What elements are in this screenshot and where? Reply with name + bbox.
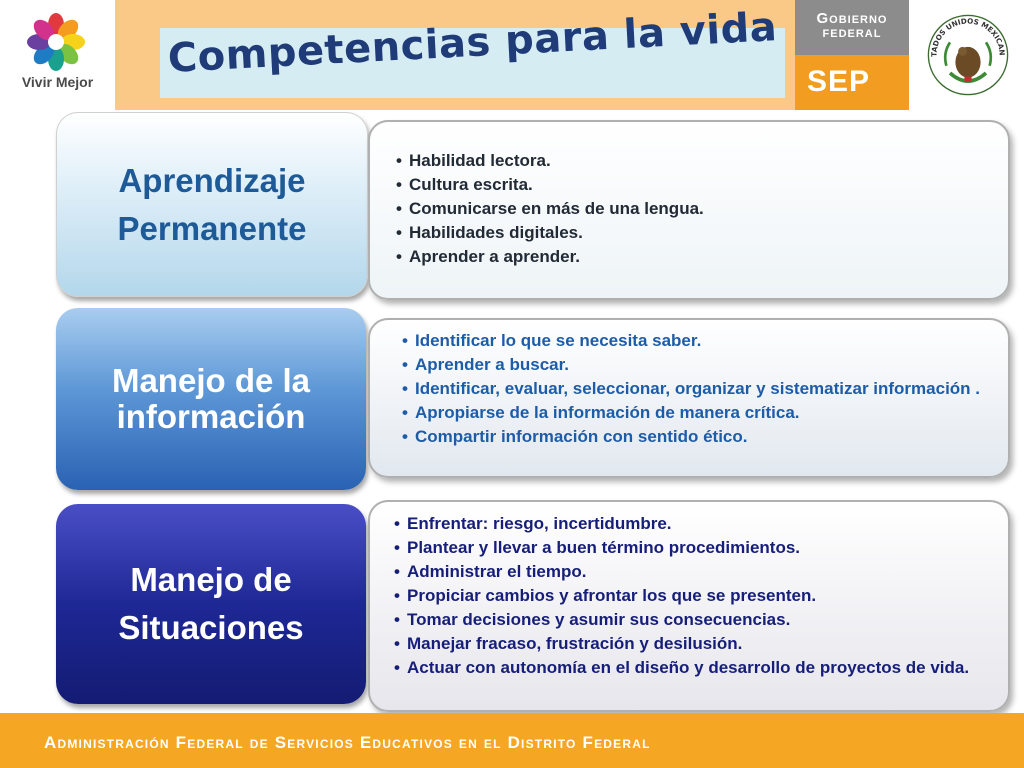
page-title: Competencias para la vida <box>166 4 779 82</box>
federal-label: FEDERAL <box>822 28 882 40</box>
label-line: Manejo de <box>130 561 292 598</box>
gobierno-federal-logo <box>795 0 909 55</box>
sep-label: SEP <box>807 65 871 98</box>
bullet-list <box>394 514 994 682</box>
flower-logo-icon <box>26 12 86 72</box>
coat-of-arms-icon <box>923 10 1013 100</box>
seal-container <box>909 0 1024 110</box>
logo-text: Vivir Mejor <box>21 74 94 90</box>
list-item: • Identificar, evaluar, seleccionar, organizar y sistematizar información . <box>402 379 1002 399</box>
sep-logo <box>795 55 909 110</box>
label-line: Situaciones <box>118 609 304 646</box>
footer-band <box>0 713 1024 768</box>
list-item: • Aprender a aprender. <box>396 247 996 267</box>
list-item: • Propiciar cambios y afrontar los que se presenten. <box>394 586 994 606</box>
panel-manejo-informacion <box>368 318 1010 478</box>
panel-manejo-situaciones <box>368 500 1010 712</box>
label-line: Permanente <box>117 209 307 247</box>
list-item: • Administrar el tiempo. <box>394 562 994 582</box>
svg-text:ESTADOS UNIDOS MEXICANOS: TADOS UNIDOS MEXICAN <box>929 16 1007 57</box>
list-item: • Compartir información con sentido ético. <box>402 427 1002 447</box>
list-item: • Habilidades digitales. <box>396 223 996 243</box>
label-line: Aprendizaje <box>118 161 306 199</box>
list-item: • Enfrentar: riesgo, incertidumbre. <box>394 514 994 534</box>
gobierno-label: Gobierno <box>816 10 888 27</box>
label-line: información <box>116 398 306 435</box>
list-item: • Aprender a buscar. <box>402 355 1002 375</box>
list-item: • Tomar decisiones y asumir sus consecuencias. <box>394 610 994 630</box>
footer-text: Administración Federal de Servicios Educativos en el Distrito Federal <box>44 733 651 752</box>
panel-aprendizaje-permanente <box>368 120 1010 300</box>
list-item: • Identificar lo que se necesita saber. <box>402 331 1002 351</box>
header-band <box>0 0 1024 110</box>
bullet-list <box>402 331 1002 451</box>
list-item: • Cultura escrita. <box>396 175 996 195</box>
bullet-list <box>396 151 996 271</box>
list-item: • Comunicarse en más de una lengua. <box>396 199 996 219</box>
label-aprendizaje-permanente <box>56 112 368 297</box>
vivir-mejor-logo <box>0 0 115 110</box>
list-item: • Habilidad lectora. <box>396 151 996 171</box>
list-item: • Plantear y llevar a buen término procedimientos. <box>394 538 994 558</box>
label-manejo-situaciones <box>56 504 366 704</box>
list-item: • Apropiarse de la información de manera crítica. <box>402 403 1002 423</box>
label-line: Manejo de la <box>111 362 311 399</box>
list-item: • Actuar con autonomía en el diseño y desarrollo de proyectos de vida. <box>394 658 994 678</box>
label-manejo-informacion <box>56 308 366 490</box>
list-item: • Manejar fracaso, frustración y desilusión. <box>394 634 994 654</box>
